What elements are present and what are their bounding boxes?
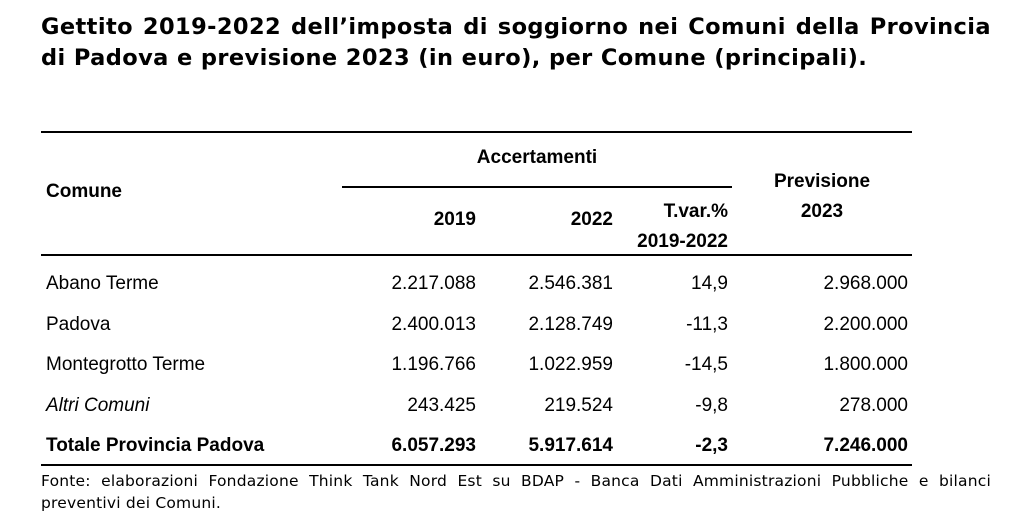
cell-comune: Padova	[46, 313, 111, 335]
table-row	[41, 344, 912, 385]
header-tvar-line2: 2019-2022	[637, 231, 728, 252]
table-row	[41, 263, 912, 304]
cell-tvar: -9,8	[695, 394, 728, 416]
cell-comune: Montegrotto Terme	[46, 354, 206, 375]
cell-previsione: 278.000	[839, 394, 908, 416]
cell-tvar: -14,5	[684, 354, 728, 375]
accertamenti-rule	[342, 186, 732, 188]
cell-comune: Altri Comuni	[46, 394, 150, 416]
table-body	[41, 263, 912, 466]
cell-tvar: -11,3	[686, 313, 728, 335]
cell-2019: 243.425	[407, 394, 476, 416]
cell-2019: 6.057.293	[391, 435, 476, 456]
header-2019: 2019	[433, 209, 476, 230]
header-tvar-line1: T.var.%	[663, 201, 728, 222]
header-rule	[41, 254, 912, 256]
cell-tvar: 14,9	[691, 273, 728, 294]
header-comune: Comune	[46, 181, 122, 202]
table-row	[41, 304, 912, 345]
page-title: Gettito 2019-2022 dell’imposta di soggiorno nei Comuni della Provincia di Padova e previsione 2023 (in euro), per Comune (principali).	[41, 14, 991, 71]
header-accertamenti: Accertamenti	[476, 147, 598, 168]
cell-2022: 5.917.614	[528, 435, 613, 456]
cell-2019: 2.400.013	[391, 313, 476, 335]
source-note: Fonte: elaborazioni Fondazione Think Tank Nord Est su BDAP - Banca Dati Amministrazioni Pubbliche e bilanci preventivi dei Comuni.	[41, 472, 991, 512]
cell-previsione: 2.968.000	[823, 273, 908, 294]
cell-2022: 2.128.749	[528, 313, 613, 335]
header-prev-line2: 2023	[800, 201, 844, 222]
cell-comune: Totale Provincia Padova	[46, 435, 265, 456]
cell-comune: Abano Terme	[46, 273, 159, 294]
cell-2019: 2.217.088	[391, 273, 476, 294]
table-bottom-rule	[41, 464, 912, 466]
cell-2019: 1.196.766	[391, 354, 476, 375]
cell-previsione: 7.246.000	[823, 435, 908, 456]
table-total-row	[41, 425, 912, 466]
cell-2022: 219.524	[544, 394, 613, 416]
header-prev-line1: Previsione	[773, 171, 871, 192]
header-previsione	[732, 167, 912, 227]
table-row	[41, 385, 912, 426]
cell-tvar: -2,3	[695, 435, 728, 456]
cell-2022: 2.546.381	[528, 273, 613, 294]
cell-previsione: 1.800.000	[823, 354, 908, 375]
table-top-rule	[41, 131, 912, 133]
cell-2022: 1.022.959	[528, 354, 613, 375]
header-tvar	[613, 197, 728, 257]
cell-previsione: 2.200.000	[823, 313, 908, 335]
header-2022: 2022	[570, 209, 613, 230]
